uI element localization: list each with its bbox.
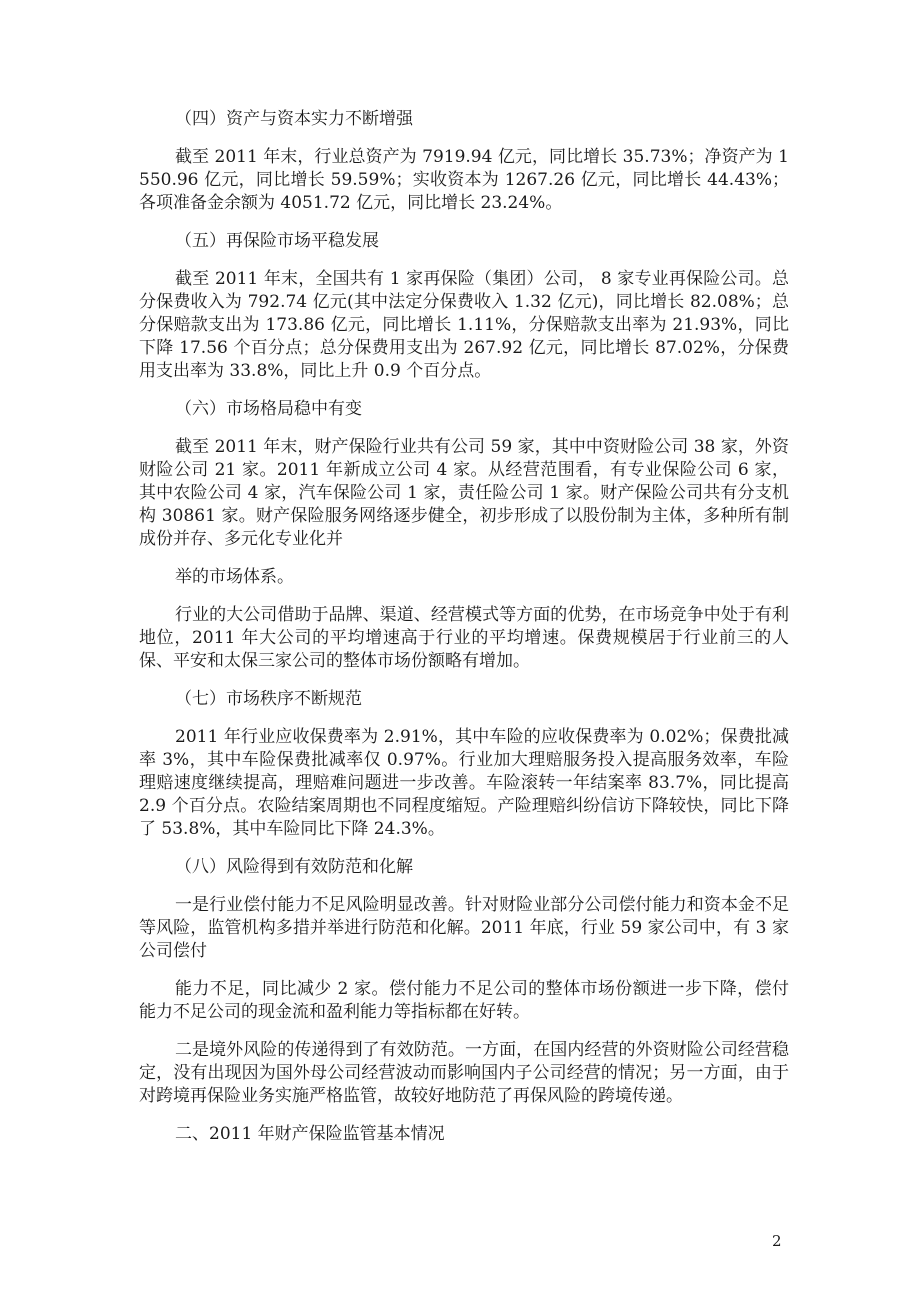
section-heading: （七）市场秩序不断规范 — [175, 689, 362, 709]
body-paragraph: 截至 2011 年末，行业总资产为 7919.94 亿元，同比增长 35.73%；净资产为 1550.96 亿元，同比增长 59.59%；实收资本为 1267.26 亿元，同比增长 44.43%；各项准备金余额为 4051.72 亿元，同比增长 23.24%。 — [139, 147, 789, 213]
body-paragraph: 截至 2011 年末，全国共有 1 家再保险（集团）公司， 8 家专业再保险公司。总分保费收入为 792.74 亿元(其中法定分保费收入 1.32 亿元)，同比增长 82.08%；总分保赔款支出为 173.86 亿元，同比增长 1.11%，分保赔款支出率为 21.93%，同比下降 17.56 个百分点；总分保费用支出为 267.92 亿元，同比增长 87.02%，分保费用支出率为 33.8%，同比上升 0.9 个百分点。 — [139, 269, 789, 381]
chapter-heading: 二、2011 年财产保险监管基本情况 — [175, 1124, 445, 1144]
section-heading: （五）再保险市场平稳发展 — [175, 231, 379, 251]
body-paragraph: 一是行业偿付能力不足风险明显改善。针对财险业部分公司偿付能力和资本金不足等风险，监管机构多措并举进行防范和化解。2011 年底，行业 59 家公司中，有 3 家公司偿付 — [139, 895, 789, 961]
body-paragraph: 二是境外风险的传递得到了有效防范。一方面，在国内经营的外资财险公司经营稳定，没有出现因为国外母公司经营波动而影响国内子公司经营的情况；另一方面，由于对跨境再保险业务实施严格监管，故较好地防范了再保风险的跨境传递。 — [139, 1040, 789, 1106]
section-heading: （四）资产与资本实力不断增强 — [175, 109, 413, 129]
body-paragraph: 行业的大公司借助于品牌、渠道、经营模式等方面的优势，在市场竞争中处于有利地位，2011 年大公司的平均增速高于行业的平均增速。保费规模居于行业前三的人保、平安和太保三家公司的整体市场份额略有增加。 — [139, 605, 789, 671]
page-number: 2 — [772, 1232, 782, 1250]
body-paragraph: 截至 2011 年末，财产保险行业共有公司 59 家，其中中资财险公司 38 家，外资财险公司 21 家。2011 年新成立公司 4 家。从经营范围看，有专业保险公司 6 家，其中农险公司 4 家，汽车保险公司 1 家，责任险公司 1 家。财产保险公司共有分支机构 30861 家。财产保险服务网络逐步健全，初步形成了以股份制为主体，多种所有制成份并存、多元化专业化并 — [139, 437, 789, 549]
document-body — [139, 108, 789, 1161]
section-heading: （六）市场格局稳中有变 — [175, 399, 362, 419]
body-paragraph: 2011 年行业应收保费率为 2.91%，其中车险的应收保费率为 0.02%；保费批减率 3%，其中车险保费批减率仅 0.97%。行业加大理赔服务投入提高服务效率，车险理赔速度继续提高，理赔难问题进一步改善。车险滚转一年结案率 83.7%，同比提高 2.9 个百分点。农险结案周期也不同程度缩短。产险理赔纠纷信访下降较快，同比下降了 53.8%，其中车险同比下降 24.3%。 — [139, 727, 789, 839]
section-heading: （八）风险得到有效防范和化解 — [175, 857, 413, 877]
body-paragraph: 能力不足，同比减少 2 家。偿付能力不足公司的整体市场份额进一步下降，偿付能力不足公司的现金流和盈利能力等指标都在好转。 — [139, 979, 789, 1022]
body-paragraph: 举的市场体系。 — [175, 567, 294, 587]
